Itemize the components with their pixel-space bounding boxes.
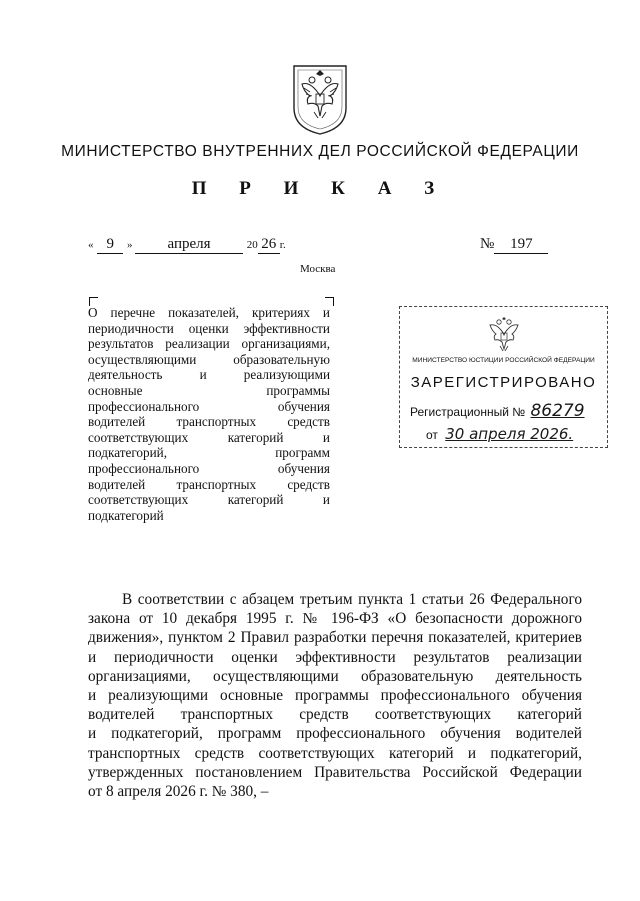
stamp-registered: ЗАРЕГИСТРИРОВАНО (410, 374, 597, 391)
title-line: периодичности оценки эффективности (88, 320, 330, 336)
title-line: осуществляющими образовательную (88, 351, 330, 367)
coat-of-arms-emblem (290, 62, 350, 136)
body-line: движения», пунктом 2 Правил разработки перечня показателей, критериев (88, 629, 582, 647)
title-line: О перечне показателей, критериях и (88, 305, 330, 320)
document-number (480, 236, 548, 254)
registration-stamp (399, 306, 608, 448)
title-line: соответствующих категорий и (88, 429, 330, 445)
body-line: закона от 10 декабря 1995 г. № 196-ФЗ «О безопасности дорожного (88, 610, 582, 628)
title-line: соответствующих категорий и (88, 492, 330, 508)
year-mark: г. (279, 239, 286, 251)
title-line: профессионального обучения (88, 398, 330, 414)
body-line: и реализующими основные программы профессионального обучения (88, 687, 582, 705)
title-line: подкатегорий, программ (88, 445, 330, 461)
document-body (88, 590, 582, 801)
title-line: подкатегорий (88, 507, 164, 523)
city-label: Москва (300, 263, 336, 275)
date-month: апреля (135, 236, 243, 254)
close-quote: » (127, 239, 133, 251)
stamp-emblem (486, 315, 522, 355)
ministry-heading: МИНИСТЕРСТВО ВНУТРЕННИХ ДЕЛ РОССИЙСКОЙ ФЕДЕРАЦИИ (61, 143, 579, 160)
number-sign: № (480, 236, 495, 252)
date-year-suffix: 26 (258, 236, 280, 254)
body-line: организациями, осуществляющими образовательную деятельность (88, 667, 582, 685)
title-line: водителей транспортных средств (88, 414, 330, 430)
stamp-registration-number (410, 401, 585, 421)
stamp-reg-label: Регистрационный № (410, 405, 526, 419)
document-title (88, 305, 330, 523)
open-quote: « (88, 239, 94, 251)
stamp-date (426, 425, 573, 443)
stamp-date-label: от (426, 428, 438, 442)
body-line: водителей транспортных средств соответствующих категорий (88, 706, 582, 724)
stamp-ministry: МИНИСТЕРСТВО ЮСТИЦИИ РОССИЙСКОЙ ФЕДЕРАЦИИ (412, 357, 595, 364)
body-line: транспортных средств соответствующих категорий и подкатегорий, (88, 744, 582, 762)
body-line: от 8 апреля 2026 г. № 380, – (88, 783, 269, 801)
stamp-reg-number: 86279 (530, 401, 585, 421)
document-number-value: 197 (494, 236, 548, 254)
date-line (88, 236, 133, 254)
date-month-year (135, 236, 286, 254)
body-line: В соответствии с абзацем третьим пункта 1 статьи 26 Федерального (122, 591, 582, 608)
body-line: и периодичности оценки эффективности результатов реализации (88, 648, 582, 666)
document-type-heading: П Р И К А З (191, 178, 449, 199)
date-day: 9 (97, 236, 123, 254)
stamp-date-handwritten: 30 апреля 2026. (445, 425, 574, 443)
body-line: и подкатегорий, программ профессионального обучения водителей (88, 725, 582, 743)
title-line: результатов реализации организациями, (88, 336, 330, 352)
title-line: водителей транспортных средств (88, 476, 330, 492)
title-line: профессионального обучения (88, 460, 330, 476)
title-line: деятельность и реализующими (88, 367, 330, 383)
title-line: основные программы (88, 382, 330, 398)
body-line: утвержденных постановлением Правительства Российской Федерации (88, 763, 582, 781)
year-prefix: 20 (246, 239, 258, 251)
